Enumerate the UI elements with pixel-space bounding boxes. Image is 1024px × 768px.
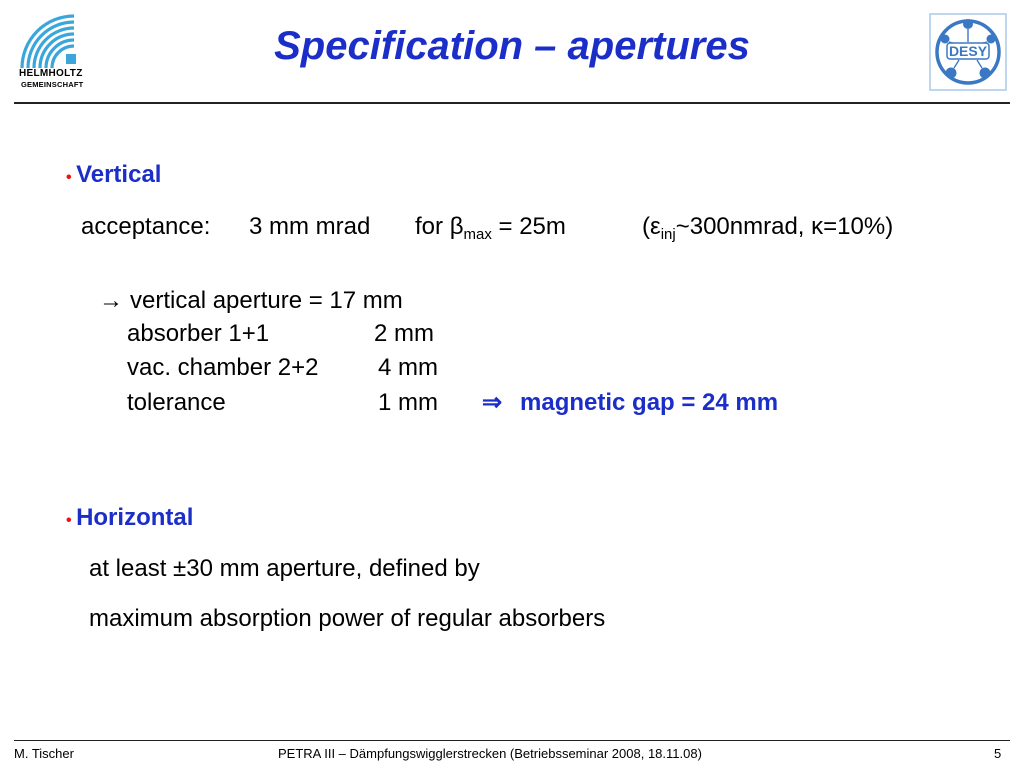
- footer-page-number: 5: [994, 746, 1002, 761]
- vertical-heading: Vertical: [76, 161, 162, 188]
- footer-divider: [14, 740, 1010, 741]
- row-value: 2 mm: [374, 320, 434, 347]
- bullet-dot: •: [66, 169, 72, 186]
- horizontal-line-2: maximum absorption power of regular absorbers: [89, 605, 606, 632]
- right-arrow-icon: →: [99, 287, 123, 314]
- epsilon-kappa-expression: [642, 213, 893, 241]
- bullet-dot: •: [66, 512, 72, 529]
- epsilon-value: ~300nmrad,: [675, 213, 812, 240]
- desy-logo: [929, 13, 1007, 91]
- page-title: Specification – apertures: [274, 24, 750, 68]
- epsilon-subscript: inj: [660, 226, 676, 243]
- acceptance-value: 3 mm mrad: [249, 213, 371, 240]
- kappa-value: =10%): [823, 213, 894, 240]
- beta-value: = 25m: [491, 213, 566, 240]
- epsilon-symbol: ε: [650, 213, 661, 240]
- aperture-line: vertical aperture = 17 mm: [130, 287, 403, 314]
- row-value: 4 mm: [378, 354, 438, 381]
- beta-symbol: β: [449, 213, 464, 240]
- row-label: vac. chamber 2+2: [127, 354, 319, 381]
- helmholtz-logo-subtext: GEMEINSCHAFT: [21, 80, 84, 89]
- horizontal-line-1: at least ±30 mm aperture, defined by: [89, 555, 480, 582]
- footer-center: PETRA III – Dämpfungswigglerstrecken (Betriebsseminar 2008, 18.11.08): [278, 746, 702, 761]
- row-label: tolerance: [127, 389, 226, 416]
- bullet-horizontal: [66, 504, 193, 532]
- horizontal-heading: Horizontal: [76, 504, 194, 531]
- helmholtz-logo-text: HELMHOLTZ: [19, 68, 83, 79]
- desy-logo-text: DESY: [948, 43, 988, 59]
- paren-open: (: [642, 213, 650, 240]
- acceptance-label: acceptance:: [81, 213, 211, 240]
- beta-subscript: max: [463, 226, 492, 243]
- kappa-symbol: κ: [811, 213, 824, 240]
- bullet-vertical: [66, 161, 161, 189]
- row-label: absorber 1+1: [127, 320, 270, 347]
- header-divider: [14, 102, 1010, 104]
- implies-icon: ⇒: [482, 389, 503, 416]
- for-text: for: [415, 213, 450, 240]
- row-value: 1 mm: [378, 389, 438, 416]
- footer-author: M. Tischer: [14, 746, 74, 761]
- beta-expression: [415, 213, 566, 241]
- magnetic-gap-result: magnetic gap = 24 mm: [520, 389, 779, 416]
